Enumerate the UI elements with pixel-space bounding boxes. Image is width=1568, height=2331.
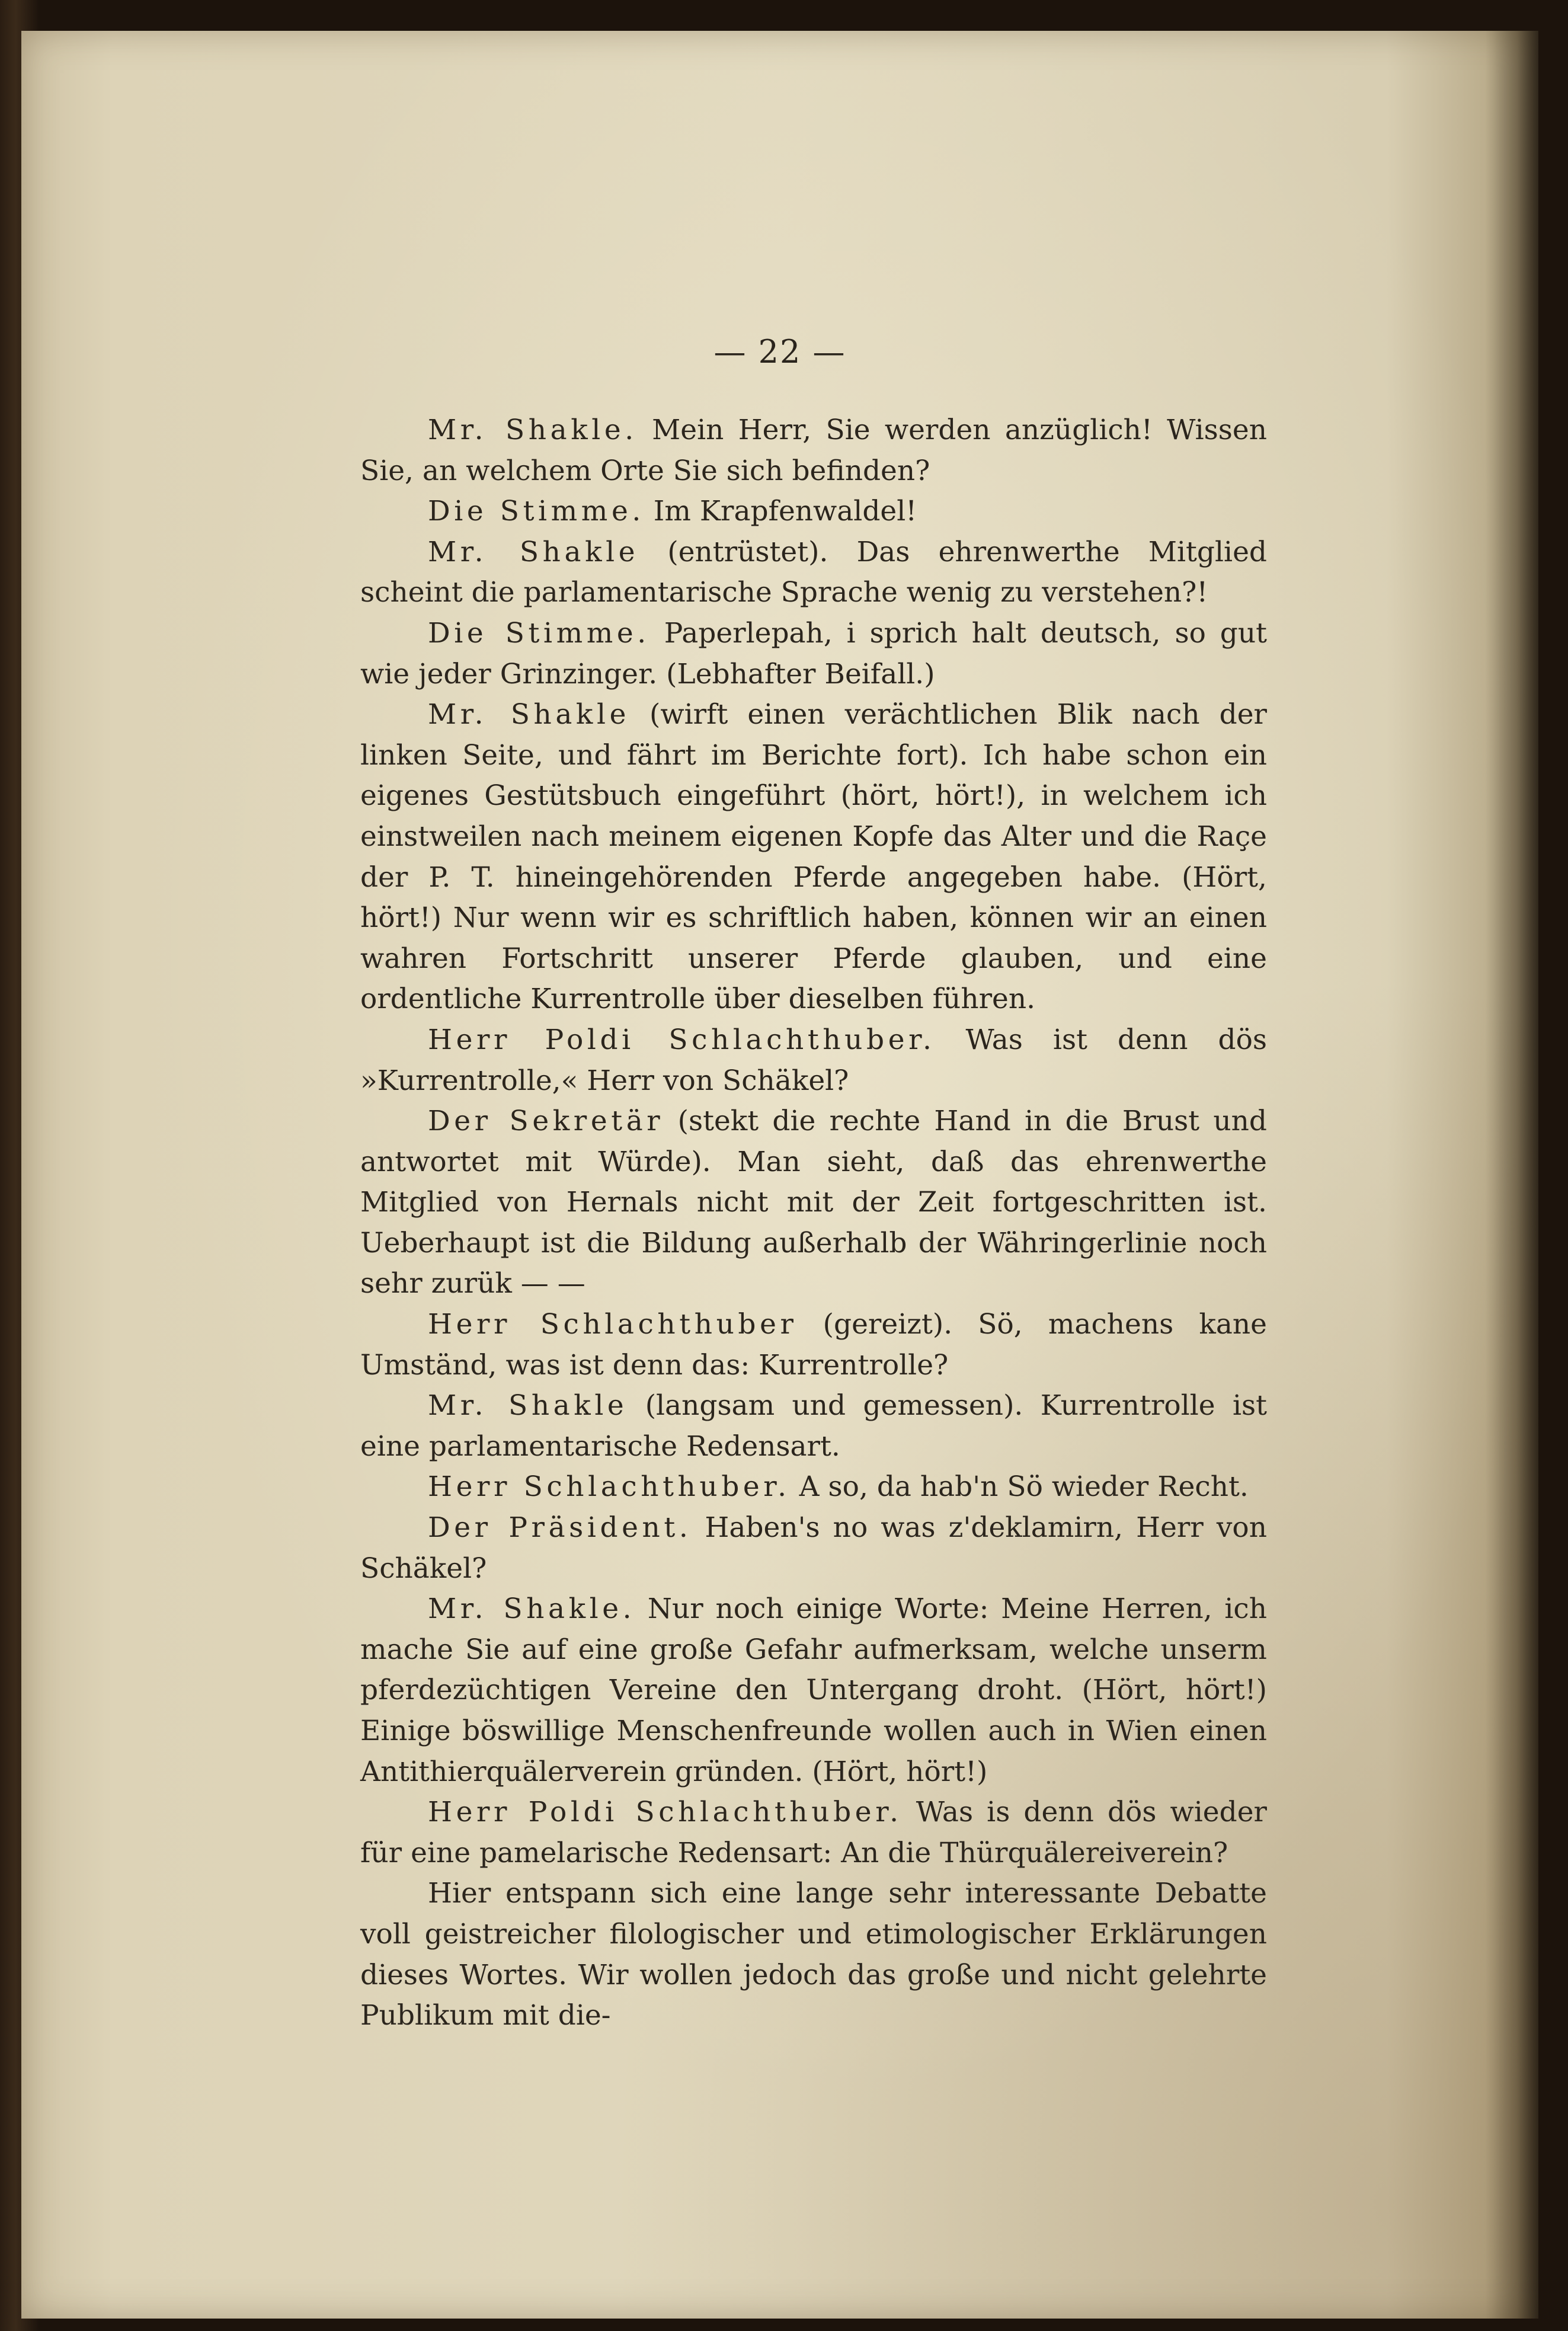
speaker-name: Der Präsident. xyxy=(428,1511,692,1545)
paragraph-text: Im Krapfenwaldel! xyxy=(644,495,917,528)
paragraph xyxy=(360,532,1267,613)
speaker-name: Mr. Shakle xyxy=(428,698,630,731)
paragraph xyxy=(360,1101,1267,1304)
paragraph-text: A so, da hab'n Sö wieder Recht. xyxy=(790,1470,1249,1504)
speaker-name: Mr. Shakle. xyxy=(428,414,638,446)
paragraph-text: (wirft einen verächtlichen Blik nach der linken Seite, und fährt im Berichte fort). Ich habe schon ein eigenes Gestütsbuch eingeführt (hört, hört!), in welchem ich einstweilen nach meinem eigenen Kopfe das Alter und die Raçe der P. T. hineingehörenden Pferde angegeben habe. (Hört, hört!) Nur wenn wir es schriftlich haben, können wir an einen wahren Fortschritt unserer Pferde glauben, und eine ordentliche Kurrentrolle über dieselben führen. xyxy=(360,698,1267,1016)
paragraph xyxy=(360,1792,1267,1873)
page-gutter-shadow xyxy=(1485,31,1538,2319)
paragraph-text: (stekt die rechte Hand in die Brust und antwortet mit Würde). Man sieht, daß das ehrenwerthe Mitglied von Hernals nicht mit der Zeit fortgeschritten ist. Ueberhaupt ist die Bildung außerhalb der Währingerlinie noch sehr zurük — — xyxy=(360,1105,1268,1300)
paragraph xyxy=(360,1467,1267,1508)
body-text xyxy=(360,410,1267,2036)
paragraph xyxy=(360,1386,1267,1467)
speaker-name: Die Stimme. xyxy=(428,495,645,528)
paragraph-text: Was ist denn dös »Kurrentrolle,« Herr von Schäkel? xyxy=(360,1023,1268,1097)
paragraph xyxy=(360,410,1267,491)
paragraph xyxy=(360,1020,1267,1101)
speaker-name: Herr Poldi Schlachthuber. xyxy=(428,1796,903,1829)
paragraph-text: Hier entspann sich eine lange sehr interessante Debatte voll geistreicher filologischer und etimologischer Erklärungen dieses Wortes. Wir wollen jedoch das große und nicht gelehrte Publikum mit die- xyxy=(360,1877,1267,2032)
paragraph xyxy=(360,1873,1267,2036)
speaker-name: Herr Schlachthuber xyxy=(428,1308,798,1341)
speaker-name: Herr Poldi Schlachthuber. xyxy=(428,1023,936,1056)
paragraph xyxy=(360,1508,1267,1589)
speaker-name: Der Sekretär xyxy=(428,1105,664,1138)
paragraph-text: Haben's no was z'deklamirn, Herr von Schäkel? xyxy=(360,1511,1267,1585)
paragraph-text: Nur noch einige Worte: Meine Herren, ich mache Sie auf eine große Gefahr aufmerksam, welche unserm pferdezüchtigen Vereine den Untergang droht. (Hört, hört!) Einige böswillige Menschenfreunde wollen auch in Wien einen Antithierquälerverein gründen. (Hört, hört!) xyxy=(360,1593,1267,1788)
paragraph-text: Was is denn dös wieder für eine pamelarische Redensart: An die Thürquälereiverein? xyxy=(360,1796,1267,1869)
speaker-name: Mr. Shakle xyxy=(428,1389,628,1422)
paragraph xyxy=(360,491,1267,532)
speaker-name: Mr. Shakle xyxy=(428,535,639,568)
book-page xyxy=(21,31,1538,2319)
speaker-name: Herr Schlachthuber. xyxy=(428,1470,791,1504)
paragraph-text: (gereizt). Sö, machens kane Umständ, was ist denn das: Kurrentrolle? xyxy=(360,1308,1267,1382)
paragraph-text: Mein Herr, Sie werden anzüglich! Wissen Sie, an welchem Orte Sie sich befinden? xyxy=(360,414,1267,487)
page-number: — 22 — xyxy=(713,333,846,370)
speaker-name: Die Stimme. xyxy=(428,616,650,650)
paragraph-text: (langsam und gemessen). Kurrentrolle ist eine parlamentarische Redensart. xyxy=(360,1389,1267,1463)
paragraph xyxy=(360,1589,1267,1792)
speaker-name: Mr. Shakle. xyxy=(428,1593,636,1626)
paragraph xyxy=(360,695,1267,1020)
paragraph xyxy=(360,613,1267,695)
paragraph-text: Paperlepah, i sprich halt deutsch, so gut wie jeder Grinzinger. (Lebhafter Beifall.) xyxy=(360,616,1267,690)
paragraph-text: (entrüstet). Das ehrenwerthe Mitglied scheint die parlamentarische Sprache wenig zu verstehen?! xyxy=(360,535,1267,609)
paragraph xyxy=(360,1304,1267,1386)
